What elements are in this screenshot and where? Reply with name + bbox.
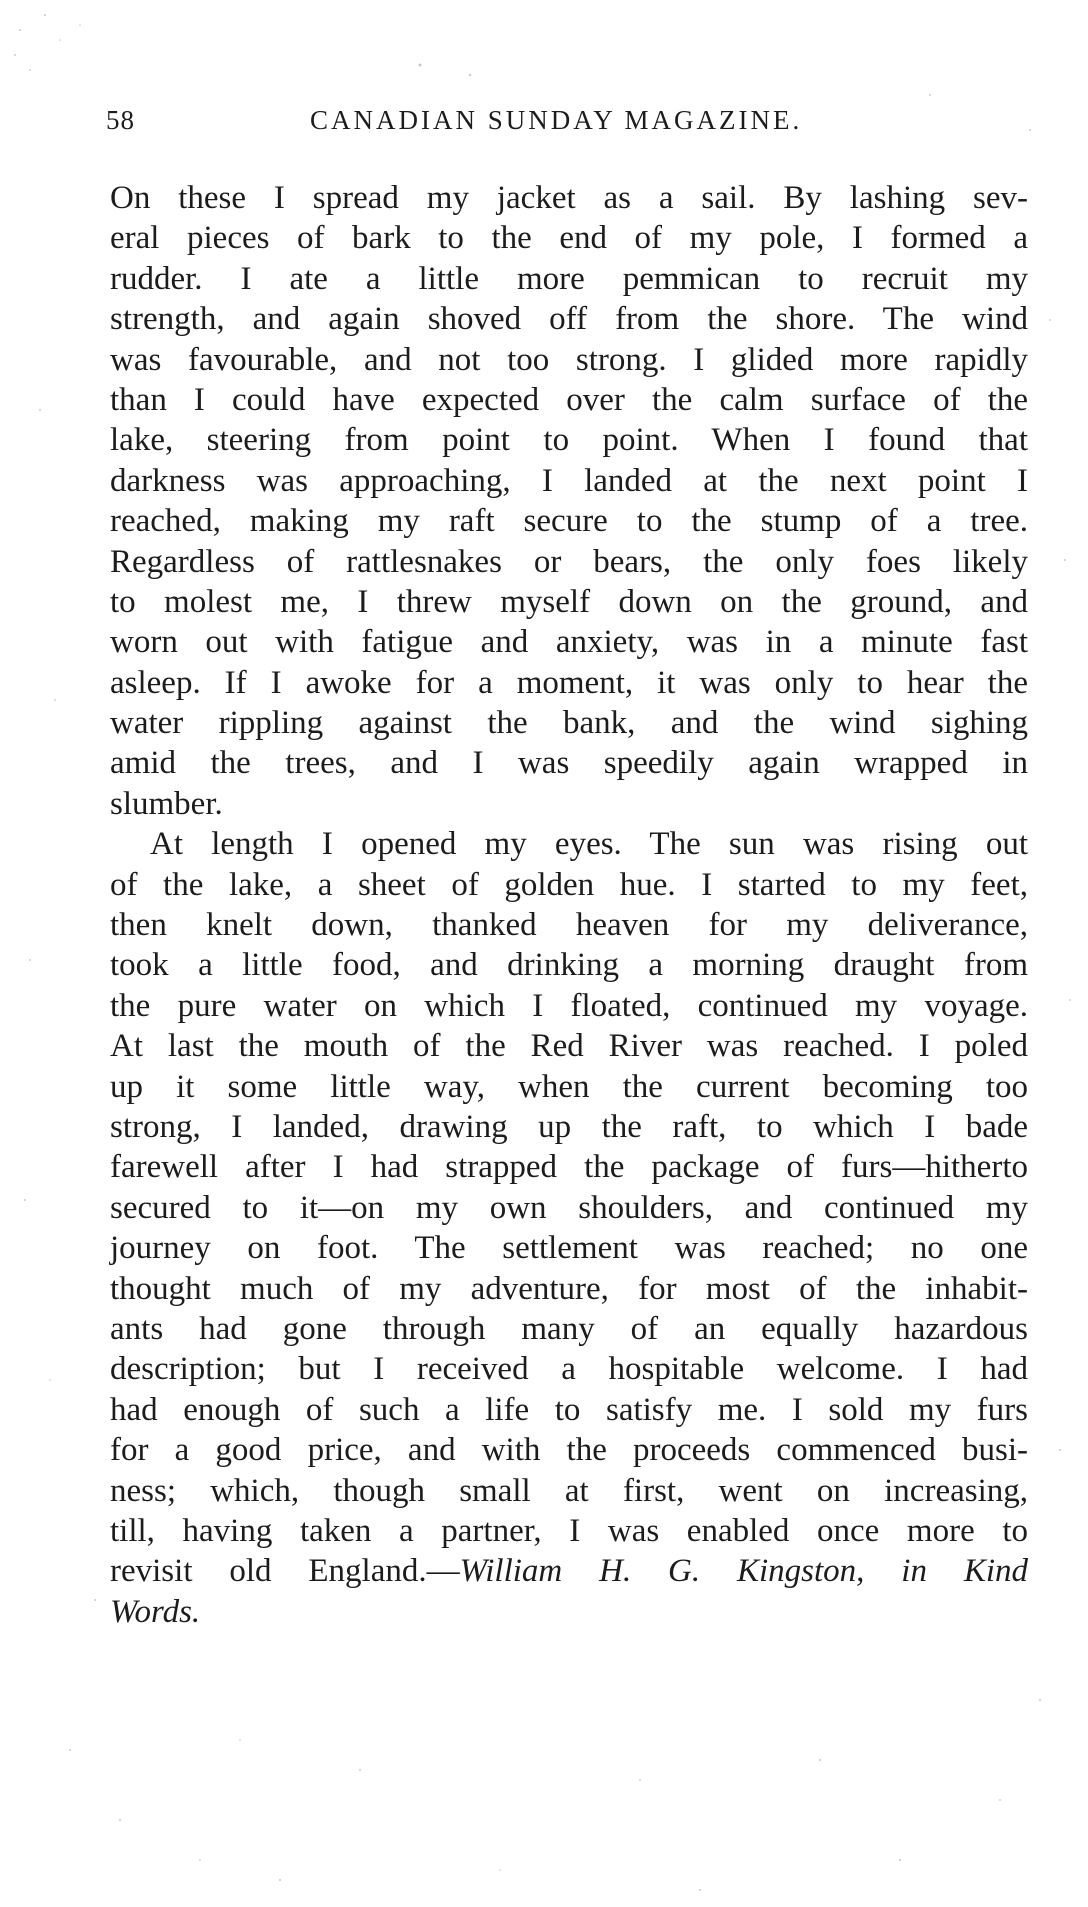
- article-body: [110, 178, 1028, 1632]
- text-line: than I could have expected over the calm surface of the: [110, 381, 1028, 418]
- text-line: up it some little way, when the current becoming too: [110, 1068, 1028, 1105]
- attribution-author: William H. G. Kingston, in Kind: [459, 1553, 1028, 1590]
- text-line: farewell after I had strapped the package of furs—hitherto: [110, 1149, 1028, 1186]
- page-header: [100, 105, 1000, 145]
- text-line: asleep. If I awoke for a moment, it was only to hear the: [110, 664, 1028, 701]
- text-line: secured to it—on my own shoulders, and continued my: [110, 1189, 1028, 1226]
- page-number: 58: [106, 105, 135, 135]
- text-line: journey on foot. The settlement was reached; no one: [110, 1230, 1028, 1267]
- text-line: amid the trees, and I was speedily again wrapped in: [110, 745, 1028, 782]
- text-line: strength, and again shoved off from the shore. The wind: [110, 301, 1028, 338]
- running-title: CANADIAN SUNDAY MAGAZINE.: [310, 105, 803, 135]
- text-line: At last the mouth of the Red River was reached. I poled: [110, 1028, 1028, 1065]
- text-line: thought much of my adventure, for most of the inhabit-: [110, 1270, 1028, 1307]
- text-line: At length I opened my eyes. The sun was rising out: [150, 826, 1028, 863]
- text-line: to molest me, I threw myself down on the ground, and: [110, 583, 1028, 620]
- text-line: Regardless of rattlesnakes or bears, the only foes likely: [110, 543, 1028, 580]
- text-line: reached, making my raft secure to the stump of a tree.: [110, 503, 1028, 540]
- text-line: the pure water on which I floated, continued my voyage.: [110, 987, 1028, 1024]
- text-line: eral pieces of bark to the end of my pole, I formed a: [110, 220, 1028, 257]
- text-line: of the lake, a sheet of golden hue. I started to my feet,: [110, 866, 1028, 903]
- text-line: ness; which, though small at first, went on increasing,: [110, 1472, 1028, 1509]
- text-line: had enough of such a life to satisfy me. I sold my furs: [110, 1391, 1028, 1428]
- text-line: till, having taken a partner, I was enabled once more to: [110, 1512, 1028, 1549]
- text-line: slumber.: [110, 785, 223, 822]
- paragraph-1: [110, 178, 1028, 824]
- text-line: for a good price, and with the proceeds commenced busi-: [110, 1432, 1028, 1469]
- text-line: On these I spread my jacket as a sail. By lashing sev-: [110, 180, 1028, 216]
- attribution-source: Words.: [110, 1593, 201, 1630]
- text-line: water rippling against the bank, and the wind sighing: [110, 705, 1028, 742]
- text-line: ants had gone through many of an equally hazardous: [110, 1310, 1028, 1347]
- text-line: then knelt down, thanked heaven for my deliverance,: [110, 907, 1028, 944]
- text-line: strong, I landed, drawing up the raft, to which I bade: [110, 1108, 1028, 1145]
- paragraph-2: [110, 824, 1028, 1632]
- text-line: rudder. I ate a little more pemmican to recruit my: [110, 260, 1028, 297]
- text-line: description; but I received a hospitable welcome. I had: [110, 1351, 1028, 1388]
- text-line: was favourable, and not too strong. I glided more rapidly: [110, 341, 1028, 378]
- text-line: worn out with fatigue and anxiety, was in a minute fast: [110, 624, 1028, 661]
- text-line: lake, steering from point to point. When I found that: [110, 422, 1028, 459]
- text-line: darkness was approaching, I landed at the next point I: [110, 462, 1028, 499]
- text-line: took a little food, and drinking a morning draught from: [110, 947, 1028, 984]
- attribution-line: [110, 1551, 1028, 1591]
- text-fragment: revisit old England.—: [110, 1553, 460, 1590]
